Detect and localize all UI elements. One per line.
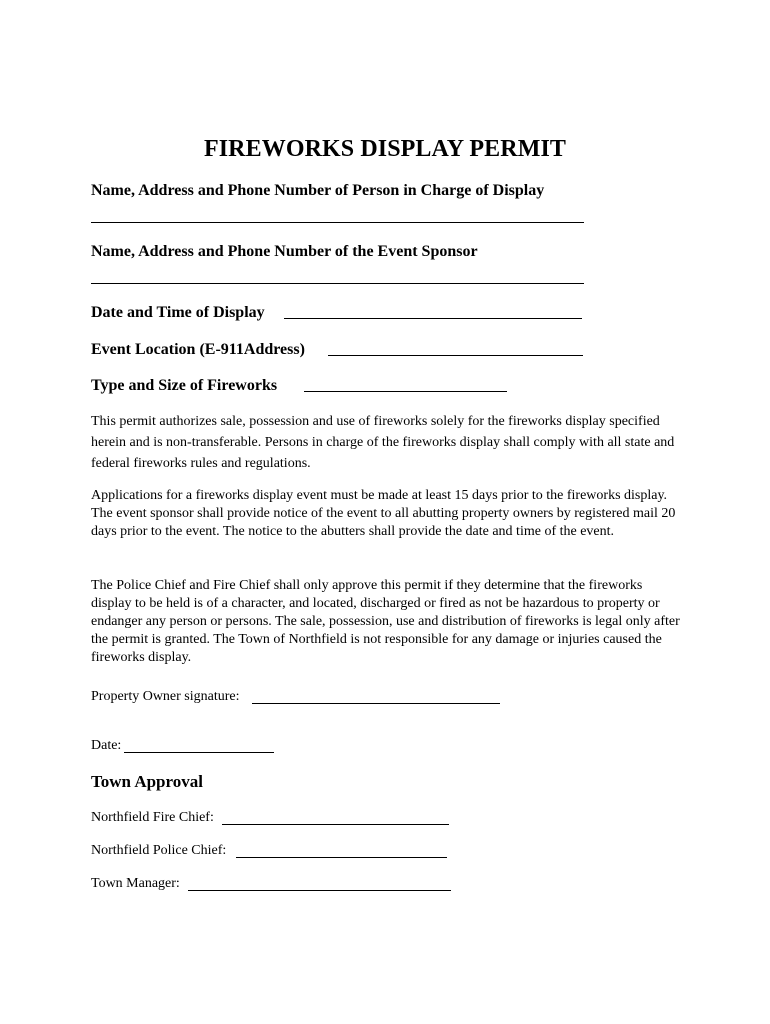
property-owner-signature-label: Property Owner signature: xyxy=(91,689,240,704)
type-size-field[interactable] xyxy=(304,391,507,392)
fire-chief-signature-field[interactable] xyxy=(222,824,449,825)
date-time-field[interactable] xyxy=(284,318,582,319)
fire-chief-label: Northfield Fire Chief: xyxy=(91,810,214,825)
page-title: FIREWORKS DISPLAY PERMIT xyxy=(203,136,566,162)
approval-paragraph: The Police Chief and Fire Chief shall only approve this permit if they determine that the fireworks display to be held is of a character, and located, discharged or fired as not be hazardous to property or endanger any person or persons. The sale, possession, use and distribution of fireworks is legal only after the permit is granted. The Town of Northfield is not responsible for any damage or injuries caused the fireworks display. xyxy=(91,578,680,665)
event-sponsor-field[interactable] xyxy=(91,283,584,284)
event-location-field[interactable] xyxy=(328,355,583,356)
application-paragraph: Applications for a fireworks display event must be made at least 15 days prior to the fireworks display. The event sponsor shall provide notice of the event to all abutting property owners by registered mail 20 days prior to the event. The notice to the abutters shall provide the date and time of the event. xyxy=(91,488,676,539)
person-in-charge-label: Name, Address and Phone Number of Person in Charge of Display xyxy=(91,182,545,199)
date-label: Date: xyxy=(91,738,122,753)
date-time-label: Date and Time of Display xyxy=(91,304,265,321)
property-owner-signature-field[interactable] xyxy=(252,703,500,704)
authorization-paragraph: This permit authorizes sale, possession and use of fireworks solely for the fireworks display specified herein and is non-transferable. Persons in charge of the fireworks display shall comply with all state and federal fireworks rules and regulations. xyxy=(91,414,675,471)
police-chief-signature-field[interactable] xyxy=(236,857,447,858)
town-manager-signature-field[interactable] xyxy=(188,890,451,891)
event-sponsor-label: Name, Address and Phone Number of the Event Sponsor xyxy=(91,243,478,260)
type-size-label: Type and Size of Fireworks xyxy=(91,377,278,394)
town-approval-heading: Town Approval xyxy=(91,772,203,791)
date-field[interactable] xyxy=(124,752,274,753)
town-manager-label: Town Manager: xyxy=(91,876,180,891)
event-location-label: Event Location (E-911Address) xyxy=(91,341,305,358)
person-in-charge-field[interactable] xyxy=(91,222,584,223)
police-chief-label: Northfield Police Chief: xyxy=(91,843,227,858)
